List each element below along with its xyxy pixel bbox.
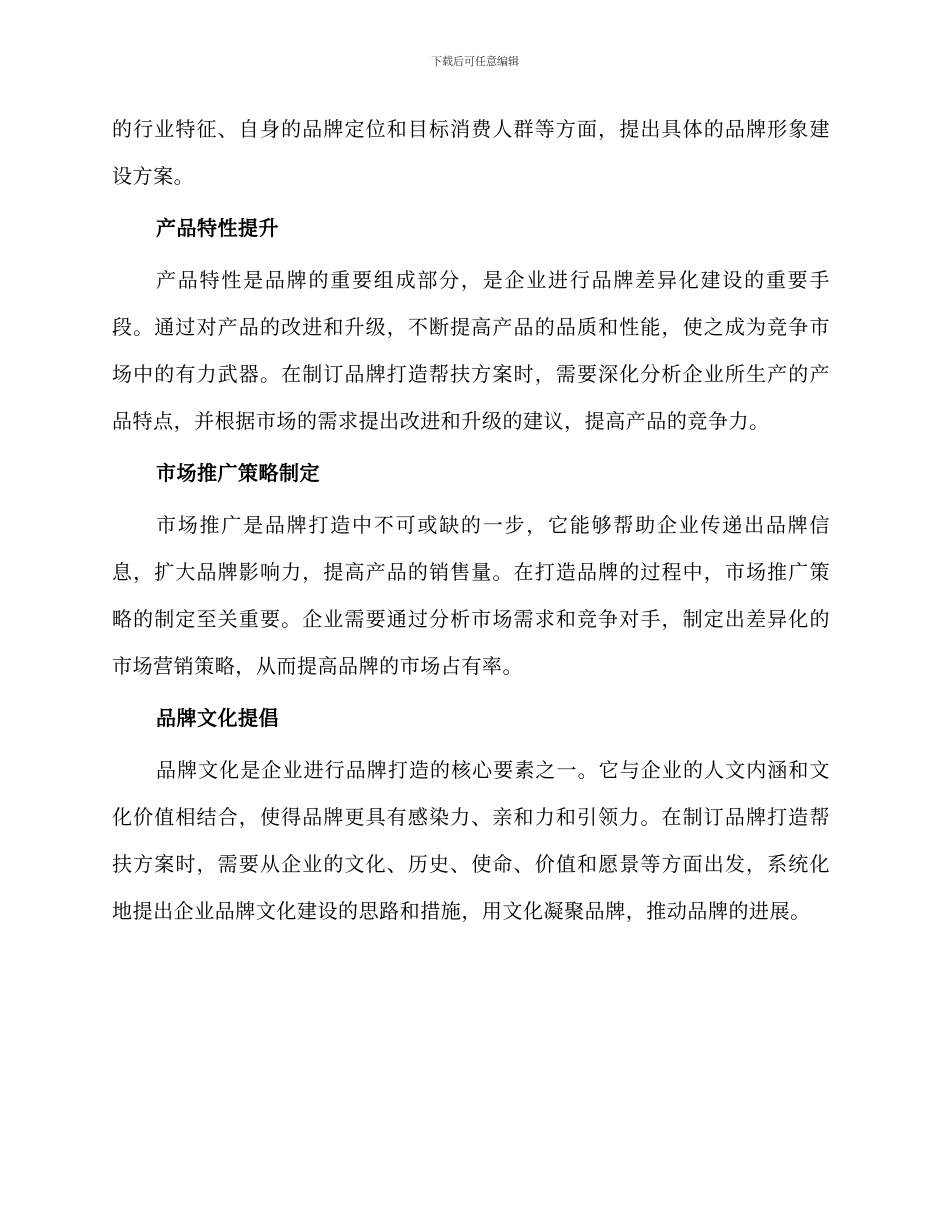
- section-heading-marketing: 市场推广策略制定: [156, 461, 320, 485]
- document-body: [112, 106, 830, 935]
- section-heading-culture: 品牌文化提倡: [156, 706, 279, 730]
- page-header: 下载后可任意编辑: [431, 55, 519, 68]
- section-paragraph-culture: 品牌文化是企业进行品牌打造的核心要素之一。它与企业的人文内涵和文化价值相结合，使得品牌更具有感染力、亲和力和引领力。在制订品牌打造帮扶方案时，需要从企业的文化、历史、使命、价值和愿景等方面出发，系统化地提出企业品牌文化建设的思路和措施，用文化凝聚品牌，推动品牌的进展。: [112, 758, 830, 923]
- section-paragraph-marketing: 市场推广是品牌打造中不可或缺的一步，它能够帮助企业传递出品牌信息，扩大品牌影响力，提高产品的销售量。在打造品牌的过程中，市场推广策略的制定至关重要。企业需要通过分析市场需求和竞争对手，制定出差异化的市场营销策略，从而提高品牌的市场占有率。: [112, 513, 830, 678]
- section-paragraph-product: 产品特性是品牌的重要组成部分，是企业进行品牌差异化建设的重要手段。通过对产品的改进和升级，不断提高产品的品质和性能，使之成为竞争市场中的有力武器。在制订品牌打造帮扶方案时，需要深化分析企业所生产的产品特点，并根据市场的需求提出改进和升级的建议，提高产品的竞争力。: [112, 268, 830, 433]
- section-heading-product: 产品特性提升: [156, 216, 279, 240]
- intro-paragraph: 的行业特征、自身的品牌定位和目标消费人群等方面，提出具体的品牌形象建设方案。: [112, 117, 830, 188]
